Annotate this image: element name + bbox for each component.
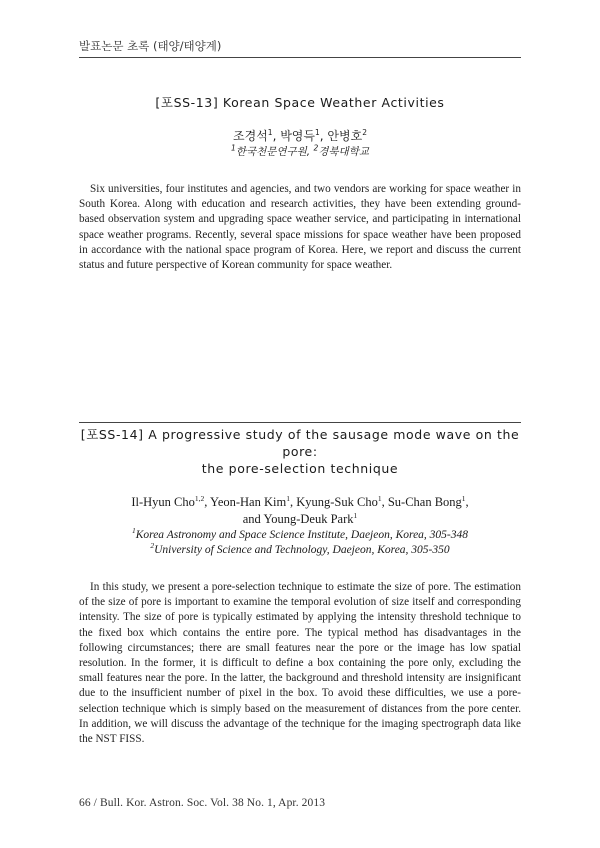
section-rule — [79, 422, 521, 423]
affil-mark: 1 — [231, 143, 236, 153]
abstract-ss14 — [79, 426, 521, 758]
author-affil-mark: 1 — [461, 493, 466, 503]
abstract-code: [포SS-13] — [155, 95, 219, 110]
author-name: 박영득 — [280, 129, 315, 143]
header-rule — [79, 57, 521, 58]
author-affil-mark: 1 — [315, 128, 320, 137]
author-name: 조경석 — [233, 129, 268, 143]
affiliation-line — [79, 543, 521, 558]
author-affil-mark: 2 — [362, 128, 367, 137]
abstract-title-text: Korean Space Weather Activities — [222, 95, 445, 110]
author-name: Yeon-Han Kim — [210, 495, 287, 509]
affil-mark: 1 — [131, 526, 136, 536]
abstract-body: In this study, we present a pore-selection technique to estimate the size of pore. The estimation of the size of pore is important to examine the temporal evolution of size itself and corresponding intensity. The size of pore is typically estimated by applying the intensity threshold technique to the fixed box which contains the entire pore. The typical method has disadvantages in the following circumstances; there are small features near the pore or the image has low spatial resolution. In the former, it is difficult to define a box containing the pore only, excluding the small features near the pore. In the latter, the background and threshold intensity are insignificant due to the insufficient number of pixel in the box. To avoid these difficulties, we use a pore-selection technique which is simply based on the measurement of distances from the pore center. In addition, we will discuss the advantage of the technique for the imaging spectrograph data like the NST FISS. — [79, 581, 521, 746]
affiliation-line — [79, 145, 521, 160]
affil-mark: 2 — [150, 541, 155, 551]
abstract-body: Six universities, four institutes and agencies, and two vendors are working for space weather in South Korea. Along with education and research activities, they have been extending ground-based observation system and upgrading space weather service, and participating in international space weather programs. Recently, several space missions for space weather have been proposed in accordance with the national space program of Korea. Here, we report and discuss the current status and future perspective of Korean community for space weather. — [79, 183, 521, 272]
abstract-ss13 — [79, 94, 521, 284]
author-name: Su-Chan Bong — [387, 495, 462, 509]
author-list: 조경석$^1$, 박영득$^1$, 안병호$^2$ — [233, 128, 367, 143]
affiliation-line — [79, 528, 521, 543]
author-name: 안병호 — [327, 129, 363, 143]
author-affil-mark: 1 — [286, 493, 290, 503]
abstract-title-line-2: the pore-selection technique — [201, 461, 399, 476]
author-list: Il-Hyun Cho$^{1,2}$, Yeon-Han Kim$^1$, Kyung-Suk Cho$^1$, Su-Chan Bong$^1$, and Young-Deuk Park$^1$ — [131, 493, 469, 526]
affiliation-text: 경북대학교 — [318, 146, 369, 158]
affil-mark: 2 — [313, 143, 319, 153]
affiliation-text: Korea Astronomy and Space Science Institute, Daejeon, Korea, 305-348 — [135, 529, 468, 541]
affiliation-text: 한국천문연구원, — [235, 146, 311, 158]
author-affil-mark: 1,2 — [194, 493, 205, 503]
abstract-title — [79, 426, 521, 477]
author-affil-mark: 1 — [353, 510, 358, 520]
author-affil-mark: 1 — [267, 128, 273, 137]
abstract-code: [포SS-14] — [80, 427, 144, 442]
abstract-title — [79, 94, 521, 111]
author-affil-mark: 1 — [377, 493, 382, 503]
affiliation-text: University of Science and Technology, Daejeon, Korea, 305-350 — [154, 544, 450, 556]
author-name: and Young-Deuk Park — [242, 512, 354, 526]
running-head: 발표논문 초록 (태양/태양계) — [79, 39, 222, 53]
abstract-title-line-1: A progressive study of the sausage mode wave on the pore: — [148, 427, 520, 459]
author-name: Il-Hyun Cho — [131, 495, 195, 509]
author-name: Kyung-Suk Cho — [296, 495, 378, 509]
page-footer: 66 / Bull. Kor. Astron. Soc. Vol. 38 No. 1, Apr. 2013 — [79, 797, 326, 809]
